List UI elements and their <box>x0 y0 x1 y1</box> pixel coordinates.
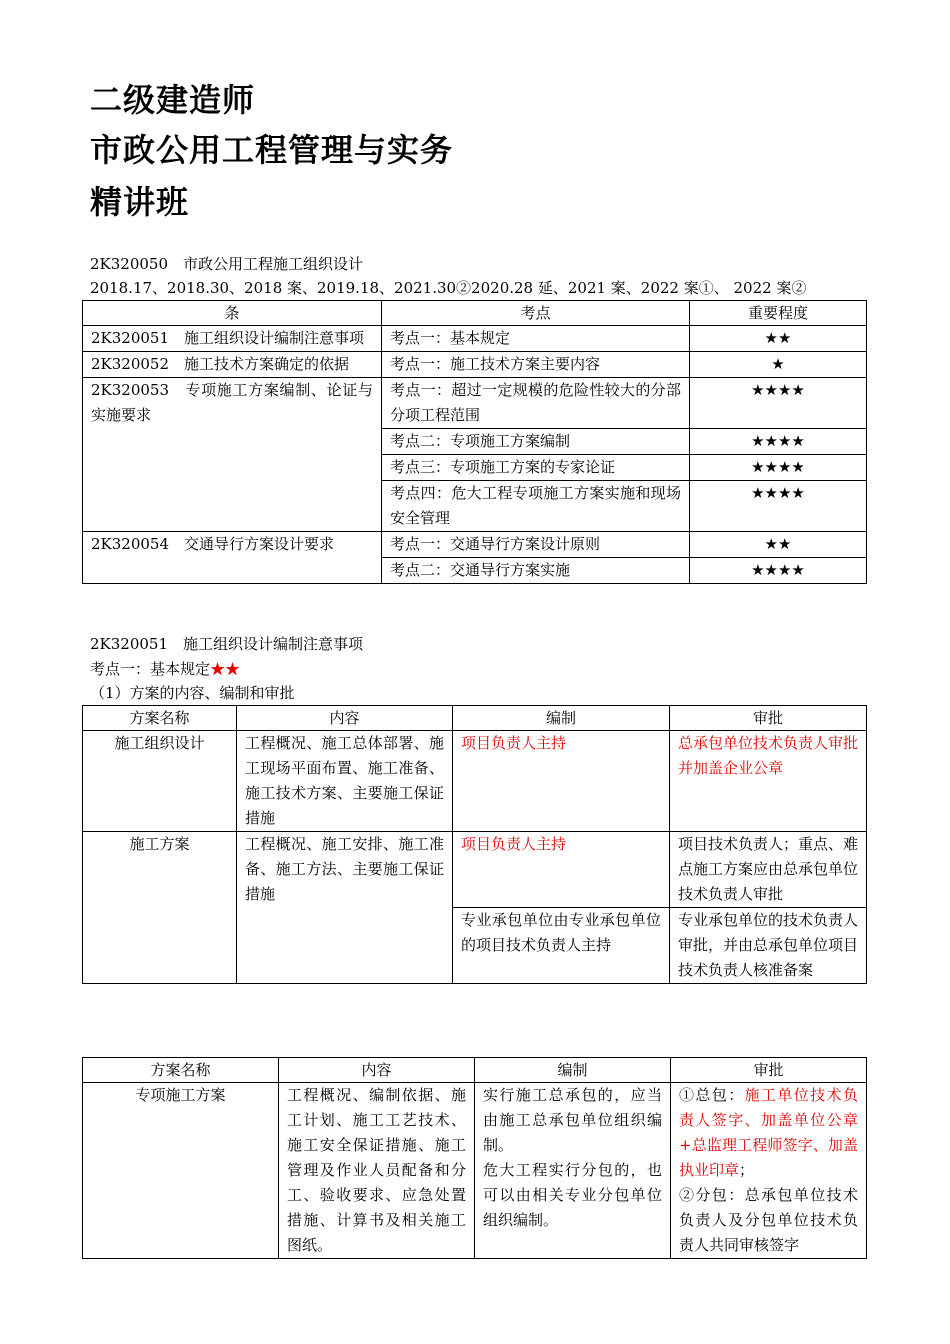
level-cell: ★★★★ <box>690 378 867 429</box>
approve-general-red: 施工单位技术负责人签字、加盖单位公章+总监理工程师签字、加盖执业印章 <box>679 1086 858 1179</box>
table-header-row <box>83 1058 867 1083</box>
point-cell: 考点四：危大工程专项施工方案实施和现场安全管理 <box>382 481 690 532</box>
table-row <box>83 378 867 429</box>
level-cell: ★★★★ <box>690 429 867 455</box>
plan-table-1 <box>82 705 867 984</box>
approve-cell <box>671 1083 867 1259</box>
title-exam: 二级建造师 <box>90 81 256 119</box>
table-header-row <box>83 706 867 731</box>
header-compile: 编制 <box>475 1058 671 1083</box>
level-cell: ★★ <box>690 326 867 352</box>
point-cell: 考点二：专项施工方案编制 <box>382 429 690 455</box>
header-name: 方案名称 <box>83 1058 279 1083</box>
header-approve: 审批 <box>670 706 867 731</box>
table-row <box>83 326 867 352</box>
approve-general-suffix: ； <box>739 1161 755 1179</box>
header-name: 方案名称 <box>83 706 237 731</box>
table-row <box>83 731 867 832</box>
sub-heading: 2K320051 施工组织设计编制注意事项 <box>90 635 364 653</box>
header-content: 内容 <box>237 706 453 731</box>
clause-cell: 2K320052 施工技术方案确定的依据 <box>83 352 382 378</box>
header-point: 考点 <box>382 301 690 326</box>
compile-text-general: 实行施工总承包的，应当由施工总承包单位组织编制。 <box>483 1086 662 1154</box>
title-subject: 市政公用工程管理与实务 <box>90 131 454 169</box>
table-header-row <box>83 301 867 326</box>
table-row <box>83 1083 867 1259</box>
point-cell: 考点一：施工技术方案主要内容 <box>382 352 690 378</box>
header-level: 重要程度 <box>690 301 867 326</box>
item-heading: （1）方案的内容、编制和审批 <box>90 684 295 702</box>
clause-cell: 2K320051 施工组织设计编制注意事项 <box>83 326 382 352</box>
compile-text-subcontract: 危大工程实行分包的，也可以由相关专业分包单位组织编制。 <box>483 1161 662 1229</box>
name-cell: 专项施工方案 <box>83 1083 279 1259</box>
plan-table-2 <box>82 1057 867 1259</box>
level-cell: ★★★★ <box>690 481 867 532</box>
level-cell: ★ <box>690 352 867 378</box>
point-cell: 考点一：超过一定规模的危险性较大的分部分项工程范围 <box>382 378 690 429</box>
approve-text-general <box>679 1083 858 1183</box>
approve-cell: 总承包单位技术负责人审批并加盖企业公章 <box>670 731 867 832</box>
content-cell: 工程概况、施工总体部署、施工现场平面布置、施工准备、施工技术方案、主要施工保证措施 <box>237 731 453 832</box>
point-cell: 考点二：交通导行方案实施 <box>382 558 690 584</box>
point-heading <box>90 657 240 681</box>
name-cell: 施工方案 <box>83 832 237 984</box>
header-approve: 审批 <box>671 1058 867 1083</box>
approve-text-subcontract: ②分包：总承包单位技术负责人及分包单位技术负责人共同审核签字 <box>679 1186 858 1254</box>
level-cell: ★★ <box>690 532 867 558</box>
level-cell: ★★★★ <box>690 455 867 481</box>
approve-cell: 专业承包单位的技术负责人审批，并由总承包单位项目技术负责人核准备案 <box>670 908 867 984</box>
clause-cell: 2K320053 专项施工方案编制、论证与实施要求 <box>83 378 382 532</box>
table-row <box>83 352 867 378</box>
compile-cell: 项目负责人主持 <box>453 731 670 832</box>
years-line: 2018.17、2018.30、2018 案、2019.18、2021.30②2020.28 延、2021 案、2022 案①、 2022 案② <box>90 279 807 297</box>
header-compile: 编制 <box>453 706 670 731</box>
exam-points-table <box>82 300 867 584</box>
header-content: 内容 <box>279 1058 475 1083</box>
table-row <box>83 532 867 558</box>
title-class: 精讲班 <box>90 183 190 221</box>
point-label: 考点一：基本规定 <box>90 660 211 678</box>
section-heading: 2K320050 市政公用工程施工组织设计 <box>90 255 364 273</box>
point-stars: ★★ <box>210 660 241 678</box>
point-cell: 考点三：专项施工方案的专家论证 <box>382 455 690 481</box>
level-cell: ★★★★ <box>690 558 867 584</box>
compile-cell <box>475 1083 671 1259</box>
content-cell: 工程概况、编制依据、施工计划、施工工艺技术、施工安全保证措施、施工管理及作业人员配备和分工、验收要求、应急处置措施、计算书及相关施工图纸。 <box>279 1083 475 1259</box>
table-row <box>83 832 867 908</box>
header-clause: 条 <box>83 301 382 326</box>
point-cell: 考点一：基本规定 <box>382 326 690 352</box>
content-cell: 工程概况、施工安排、施工准备、施工方法、主要施工保证措施 <box>237 832 453 984</box>
approve-general-prefix: ①总包： <box>679 1086 745 1104</box>
approve-cell: 项目技术负责人；重点、难点施工方案应由总承包单位技术负责人审批 <box>670 832 867 908</box>
clause-cell: 2K320054 交通导行方案设计要求 <box>83 532 382 584</box>
point-cell: 考点一：交通导行方案设计原则 <box>382 532 690 558</box>
compile-cell: 项目负责人主持 <box>453 832 670 908</box>
compile-cell: 专业承包单位由专业承包单位的项目技术负责人主持 <box>453 908 670 984</box>
name-cell: 施工组织设计 <box>83 731 237 832</box>
